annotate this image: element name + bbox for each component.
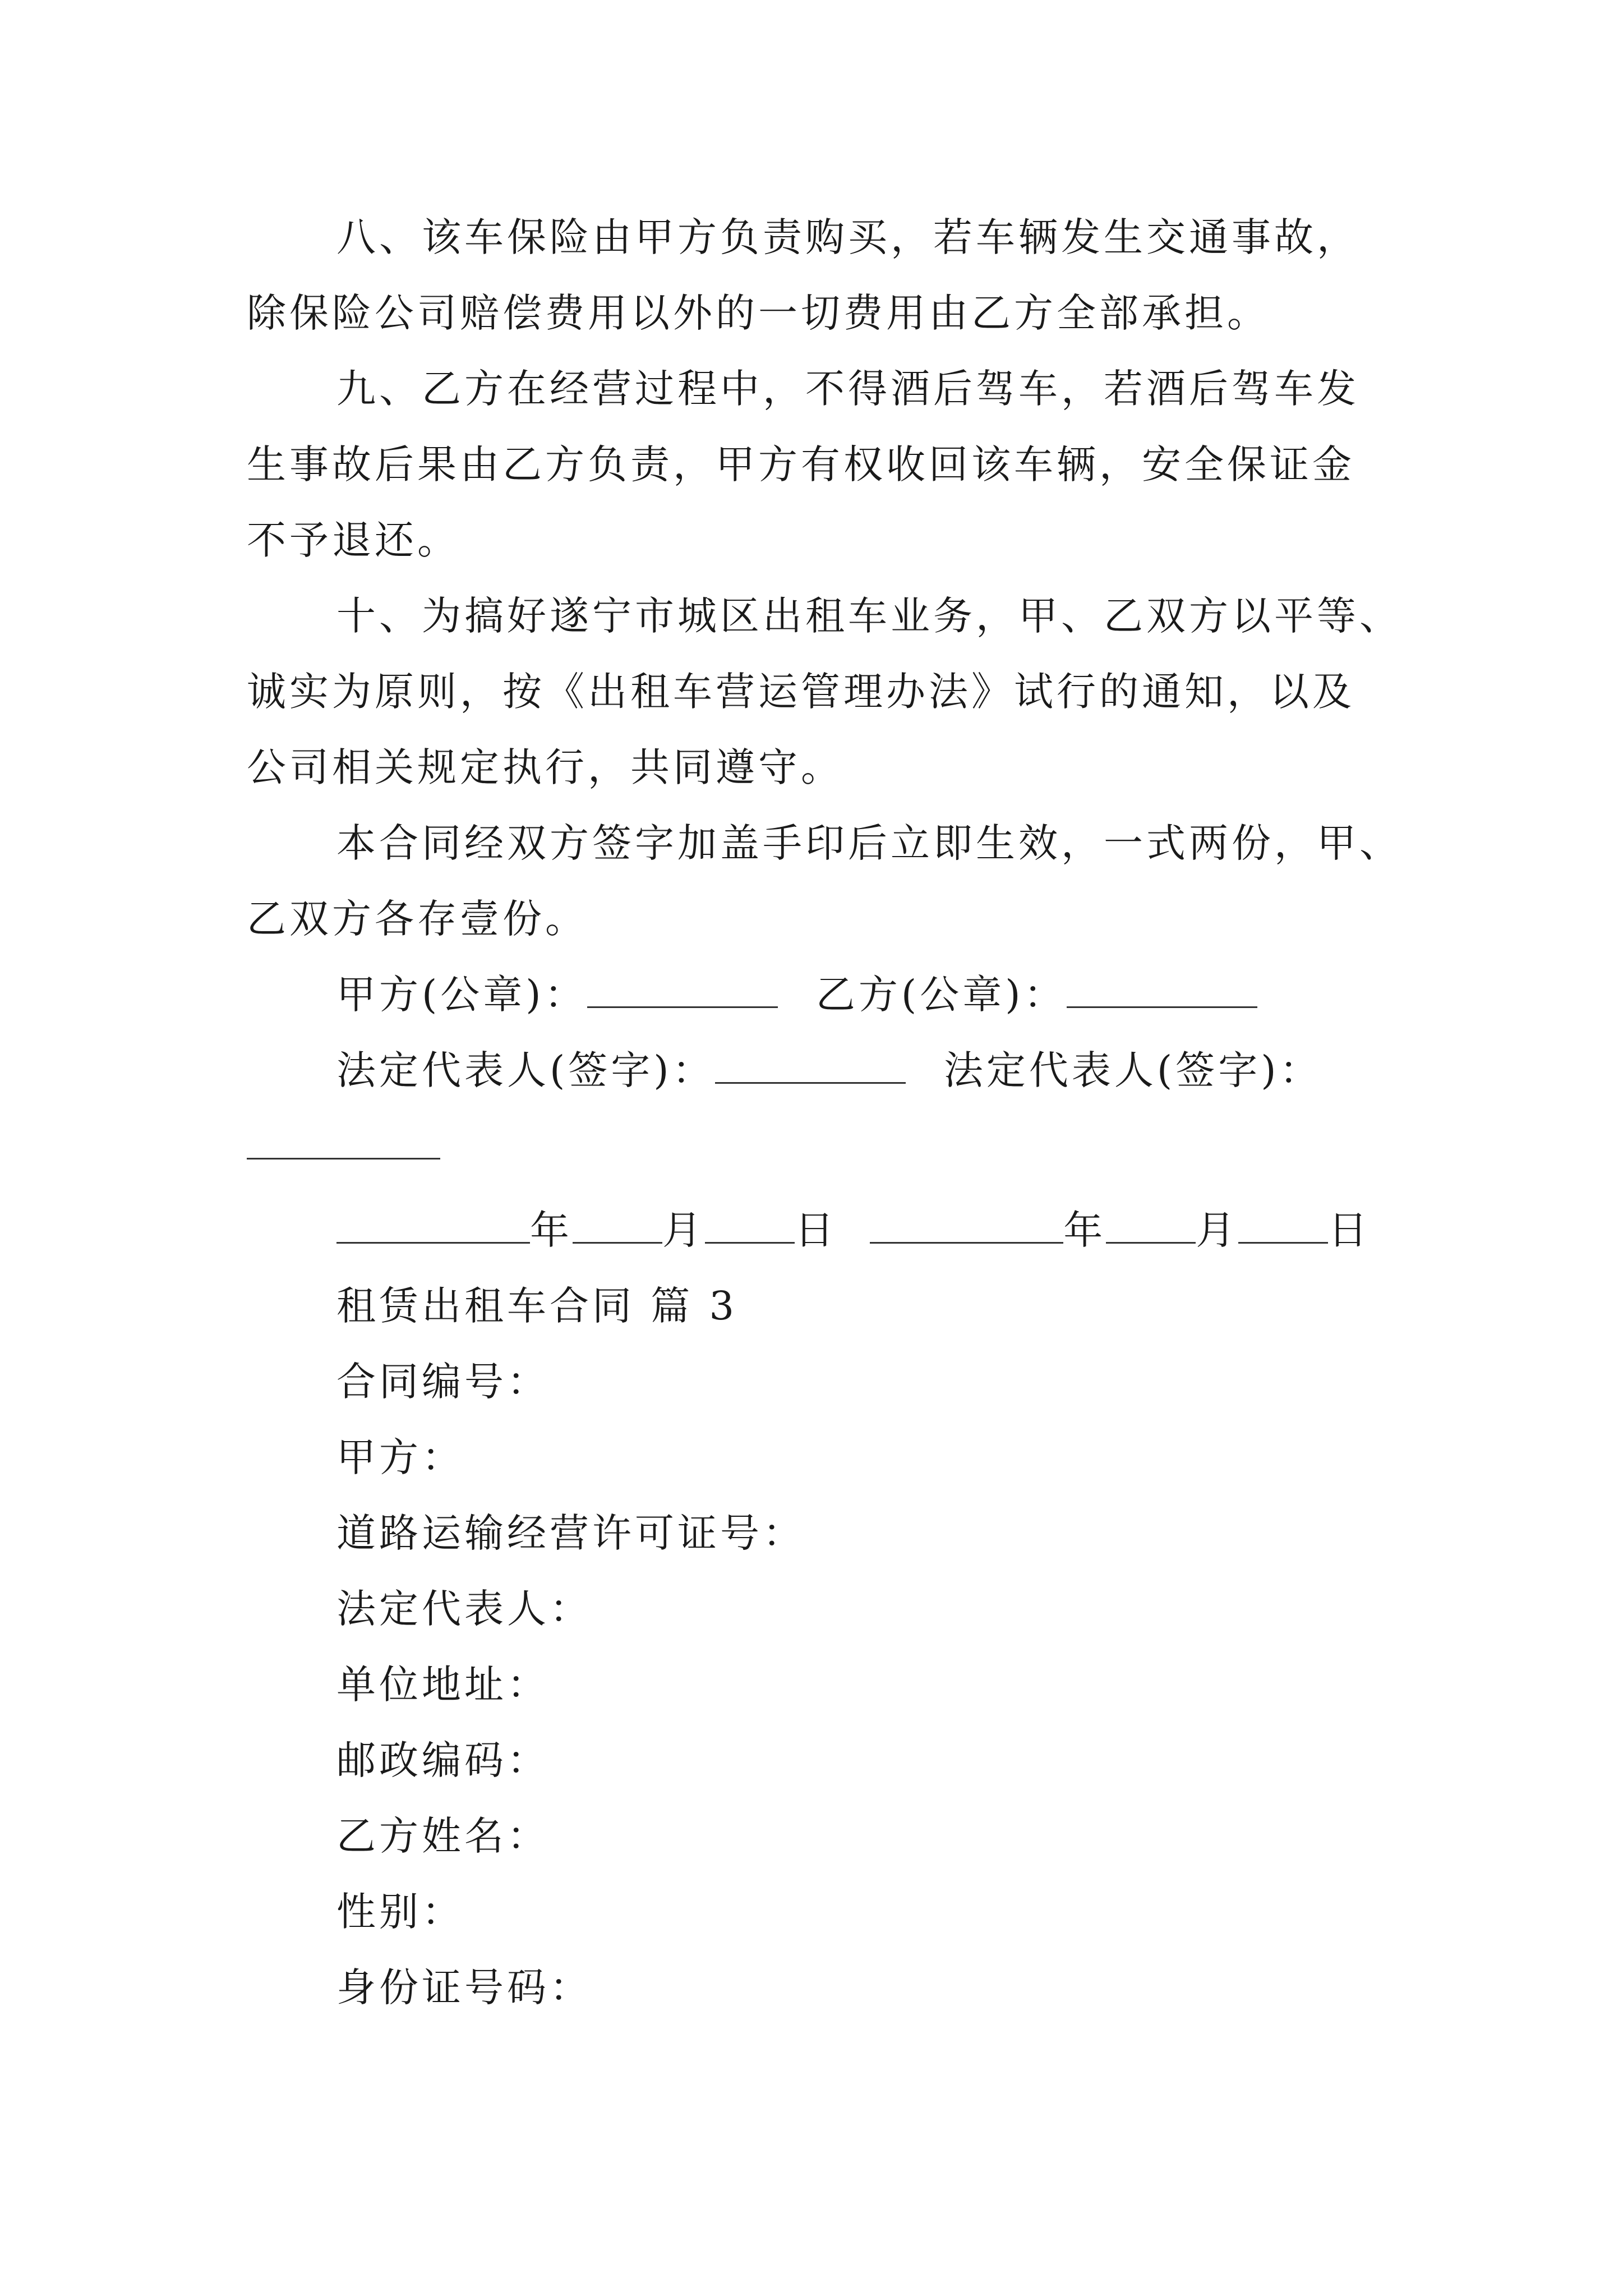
clause-9-line-1: 九、乙方在经营过程中，不得酒后驾车，若酒后驾车发 bbox=[336, 366, 1359, 412]
legal-rep-b-blank bbox=[247, 1125, 440, 1159]
field-contract-number: 合同编号： bbox=[336, 1359, 550, 1405]
field-party-b-name: 乙方姓名： bbox=[336, 1813, 550, 1859]
field-postal-code: 邮政编码： bbox=[336, 1737, 550, 1783]
clause-10-line-3: 公司相关规定执行，共同遵守。 bbox=[247, 744, 843, 790]
legal-rep-b-label: 法定代表人(签字)： bbox=[943, 1047, 1322, 1093]
clause-9-line-3: 不予退还。 bbox=[247, 517, 460, 563]
clause-10-line-1: 十、为搞好遂宁市城区出租车业务，甲、乙双方以平等、 bbox=[336, 593, 1402, 639]
party-b-seal-label: 乙方(公章)： bbox=[815, 972, 1067, 1018]
legal-rep-a-label: 法定代表人(签字)： bbox=[336, 1047, 715, 1093]
field-gender: 性别： bbox=[336, 1889, 464, 1935]
field-party-a: 甲方： bbox=[336, 1434, 464, 1480]
day-a-label: 日 bbox=[795, 1207, 837, 1253]
effect-line-1: 本合同经双方签字加盖手印后立即生效，一式两份，甲、 bbox=[336, 820, 1402, 866]
month-b-label: 月 bbox=[1196, 1207, 1239, 1253]
legal-rep-a-blank bbox=[715, 1050, 906, 1084]
clause-9-line-2: 生事故后果由乙方负责，甲方有权收回该车辆，安全保证金 bbox=[247, 441, 1355, 487]
field-address: 单位地址： bbox=[336, 1662, 550, 1708]
party-a-seal-label: 甲方(公章)： bbox=[336, 972, 587, 1018]
clause-10-line-2: 诚实为原则，按《出租车营运管理办法》试行的通知，以及 bbox=[247, 669, 1355, 715]
day-b-blank bbox=[1238, 1209, 1328, 1244]
month-a-label: 月 bbox=[662, 1207, 705, 1253]
year-b-label: 年 bbox=[1063, 1207, 1106, 1253]
effect-line-2: 乙双方各存壹份。 bbox=[247, 896, 588, 942]
party-b-seal-blank bbox=[1067, 974, 1257, 1008]
month-b-blank bbox=[1106, 1209, 1196, 1244]
year-b-blank bbox=[870, 1209, 1063, 1244]
clause-8-line-2: 除保险公司赔偿费用以外的一切费用由乙方全部承担。 bbox=[247, 290, 1270, 336]
seal-row bbox=[336, 969, 1257, 1020]
date-row bbox=[336, 1205, 1371, 1255]
year-a-blank bbox=[336, 1209, 530, 1244]
legal-rep-b-blank-row bbox=[247, 1121, 440, 1171]
field-id-number: 身份证号码： bbox=[336, 1964, 592, 2010]
legal-rep-row bbox=[336, 1045, 1322, 1096]
field-license-number: 道路运输经营许可证号： bbox=[336, 1510, 805, 1556]
month-a-blank bbox=[573, 1209, 662, 1244]
year-a-label: 年 bbox=[530, 1207, 573, 1253]
clause-8-line-1: 八、该车保险由甲方负责购买，若车辆发生交通事故， bbox=[336, 214, 1359, 260]
field-legal-rep: 法定代表人： bbox=[336, 1586, 592, 1632]
day-b-label: 日 bbox=[1328, 1207, 1371, 1253]
day-a-blank bbox=[705, 1209, 795, 1244]
party-a-seal-blank bbox=[587, 974, 778, 1008]
section-3-title: 租赁出租车合同 篇 3 bbox=[336, 1283, 738, 1329]
